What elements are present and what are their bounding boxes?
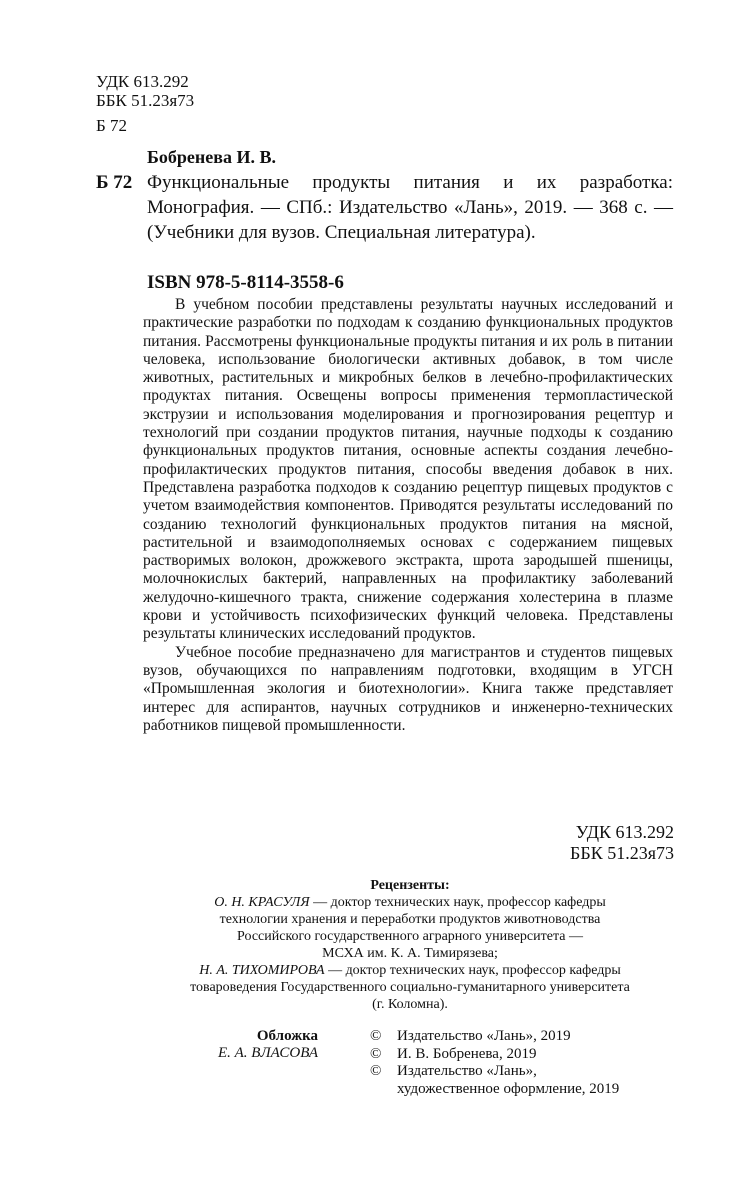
copyright-icon: ©: [370, 1063, 382, 1079]
copyright-row: [370, 1063, 680, 1098]
reviewer-2: Н. А. ТИХОМИРОВА — доктор технических наук, профессор кафедры: [199, 963, 621, 978]
udk-code-bottom: УДК 613.292: [575, 822, 674, 842]
copyright-text: И. В. Бобренева, 2019: [397, 1045, 537, 1062]
cover-credit: [180, 1028, 318, 1062]
copyright-row: [370, 1046, 680, 1064]
reviewer-2-affiliation: товароведения Государственного социально-гуманитарного университета: [190, 980, 630, 995]
book-author: Бобренева И. В.: [147, 147, 276, 167]
author-mark: Б 72: [96, 116, 128, 135]
reviewer-1-affiliation: технологии хранения и переработки продуктов животноводства: [219, 912, 601, 927]
cover-label: Обложка: [256, 1028, 318, 1044]
copyright-block: [370, 1028, 680, 1098]
reviewer-2-affiliation-end: (г. Коломна).: [372, 997, 448, 1012]
bibliographic-entry: Функциональные продукты питания и их разработка: Монография. — СПб.: Издательство «Лань», 2019. — 368 с. — (Учебники для вузов. Специальная литература).: [147, 172, 673, 243]
author-mark-bold: Б 72: [96, 172, 133, 193]
copyright-text: Издательство «Лань», 2019: [397, 1028, 571, 1044]
copyright-icon: ©: [370, 1028, 382, 1044]
reviewers-block: [150, 877, 670, 1013]
bbk-code: ББК 51.23я73: [96, 91, 195, 110]
bottom-classification-codes: [570, 822, 674, 864]
isbn: ISBN 978-5-8114-3558-6: [147, 272, 344, 293]
top-classification-codes: [96, 72, 194, 135]
reviewers-heading: Рецензенты:: [370, 878, 450, 893]
cover-designer: Е. А. ВЛАСОВА: [217, 1045, 318, 1061]
udk-code: УДК 613.292: [96, 72, 189, 91]
reviewer-2-name: Н. А. ТИХОМИРОВА: [199, 963, 325, 978]
reviewer-1: О. Н. КРАСУЛЯ — доктор технических наук, профессор кафедры: [214, 895, 606, 910]
abstract-paragraph-2: Учебное пособие предназначено для магистрантов и студентов пищевых вузов, обучающихся по направлениям подготовки, входящим в УГСН «Промышленная экология и биотехнологии». Книга также представляет интерес для аспирантов, научных сотрудников и инженерно-технических работников пищевой промышленности.: [143, 643, 673, 734]
abstract: [143, 296, 673, 735]
reviewer-1-affiliation-cont: Российского государственного аграрного университета —: [237, 929, 583, 944]
reviewer-1-affiliation-end: МСХА им. К. А. Тимирязева;: [322, 946, 498, 961]
abstract-paragraph-1: В учебном пособии представлены результаты научных исследований и практические разработки по подходам к созданию функциональных продуктов питания. Рассмотрены функциональные продукты питания и их роль в питании человека, использование биологически активных добавок, в том числе животных, растительных и микробных белков в лечебно-профилактических продуктах питания. Освещены вопросы применения термопластической экструзии и использования моделирования и прогнозирования рецептур и технологий при создании продуктов питания, научные подходы к созданию функциональных продуктов питания, основные аспекты создания лечебно-профилактических продуктов питания, способы введения добавок в них. Представлена разработка подходов к созданию рецептур пищевых продуктов с учетом взаимодействия компонентов. Приводятся результаты исследований по созданию технологий функциональных продуктов питания на мясной, растительной и взаимодополняемых основах с содержанием пищевых растворимых волокон, дрожжевого экстракта, шрота зародышей пшеницы, молочнокислых бактерий, направленных на профилактику заболеваний желудочно-кишечного тракта, снижение содержания холестерина в плазме крови и устойчивость психофизических функций человека. Представлены результаты клинических исследований продуктов.: [143, 296, 673, 643]
copyright-icon: ©: [370, 1045, 382, 1062]
copyright-text: Издательство «Лань», художественное оформление, 2019: [397, 1063, 620, 1097]
reviewer-1-name: О. Н. КРАСУЛЯ: [214, 895, 310, 910]
bbk-code-bottom: ББК 51.23я73: [570, 843, 674, 863]
copyright-row: [370, 1028, 680, 1046]
